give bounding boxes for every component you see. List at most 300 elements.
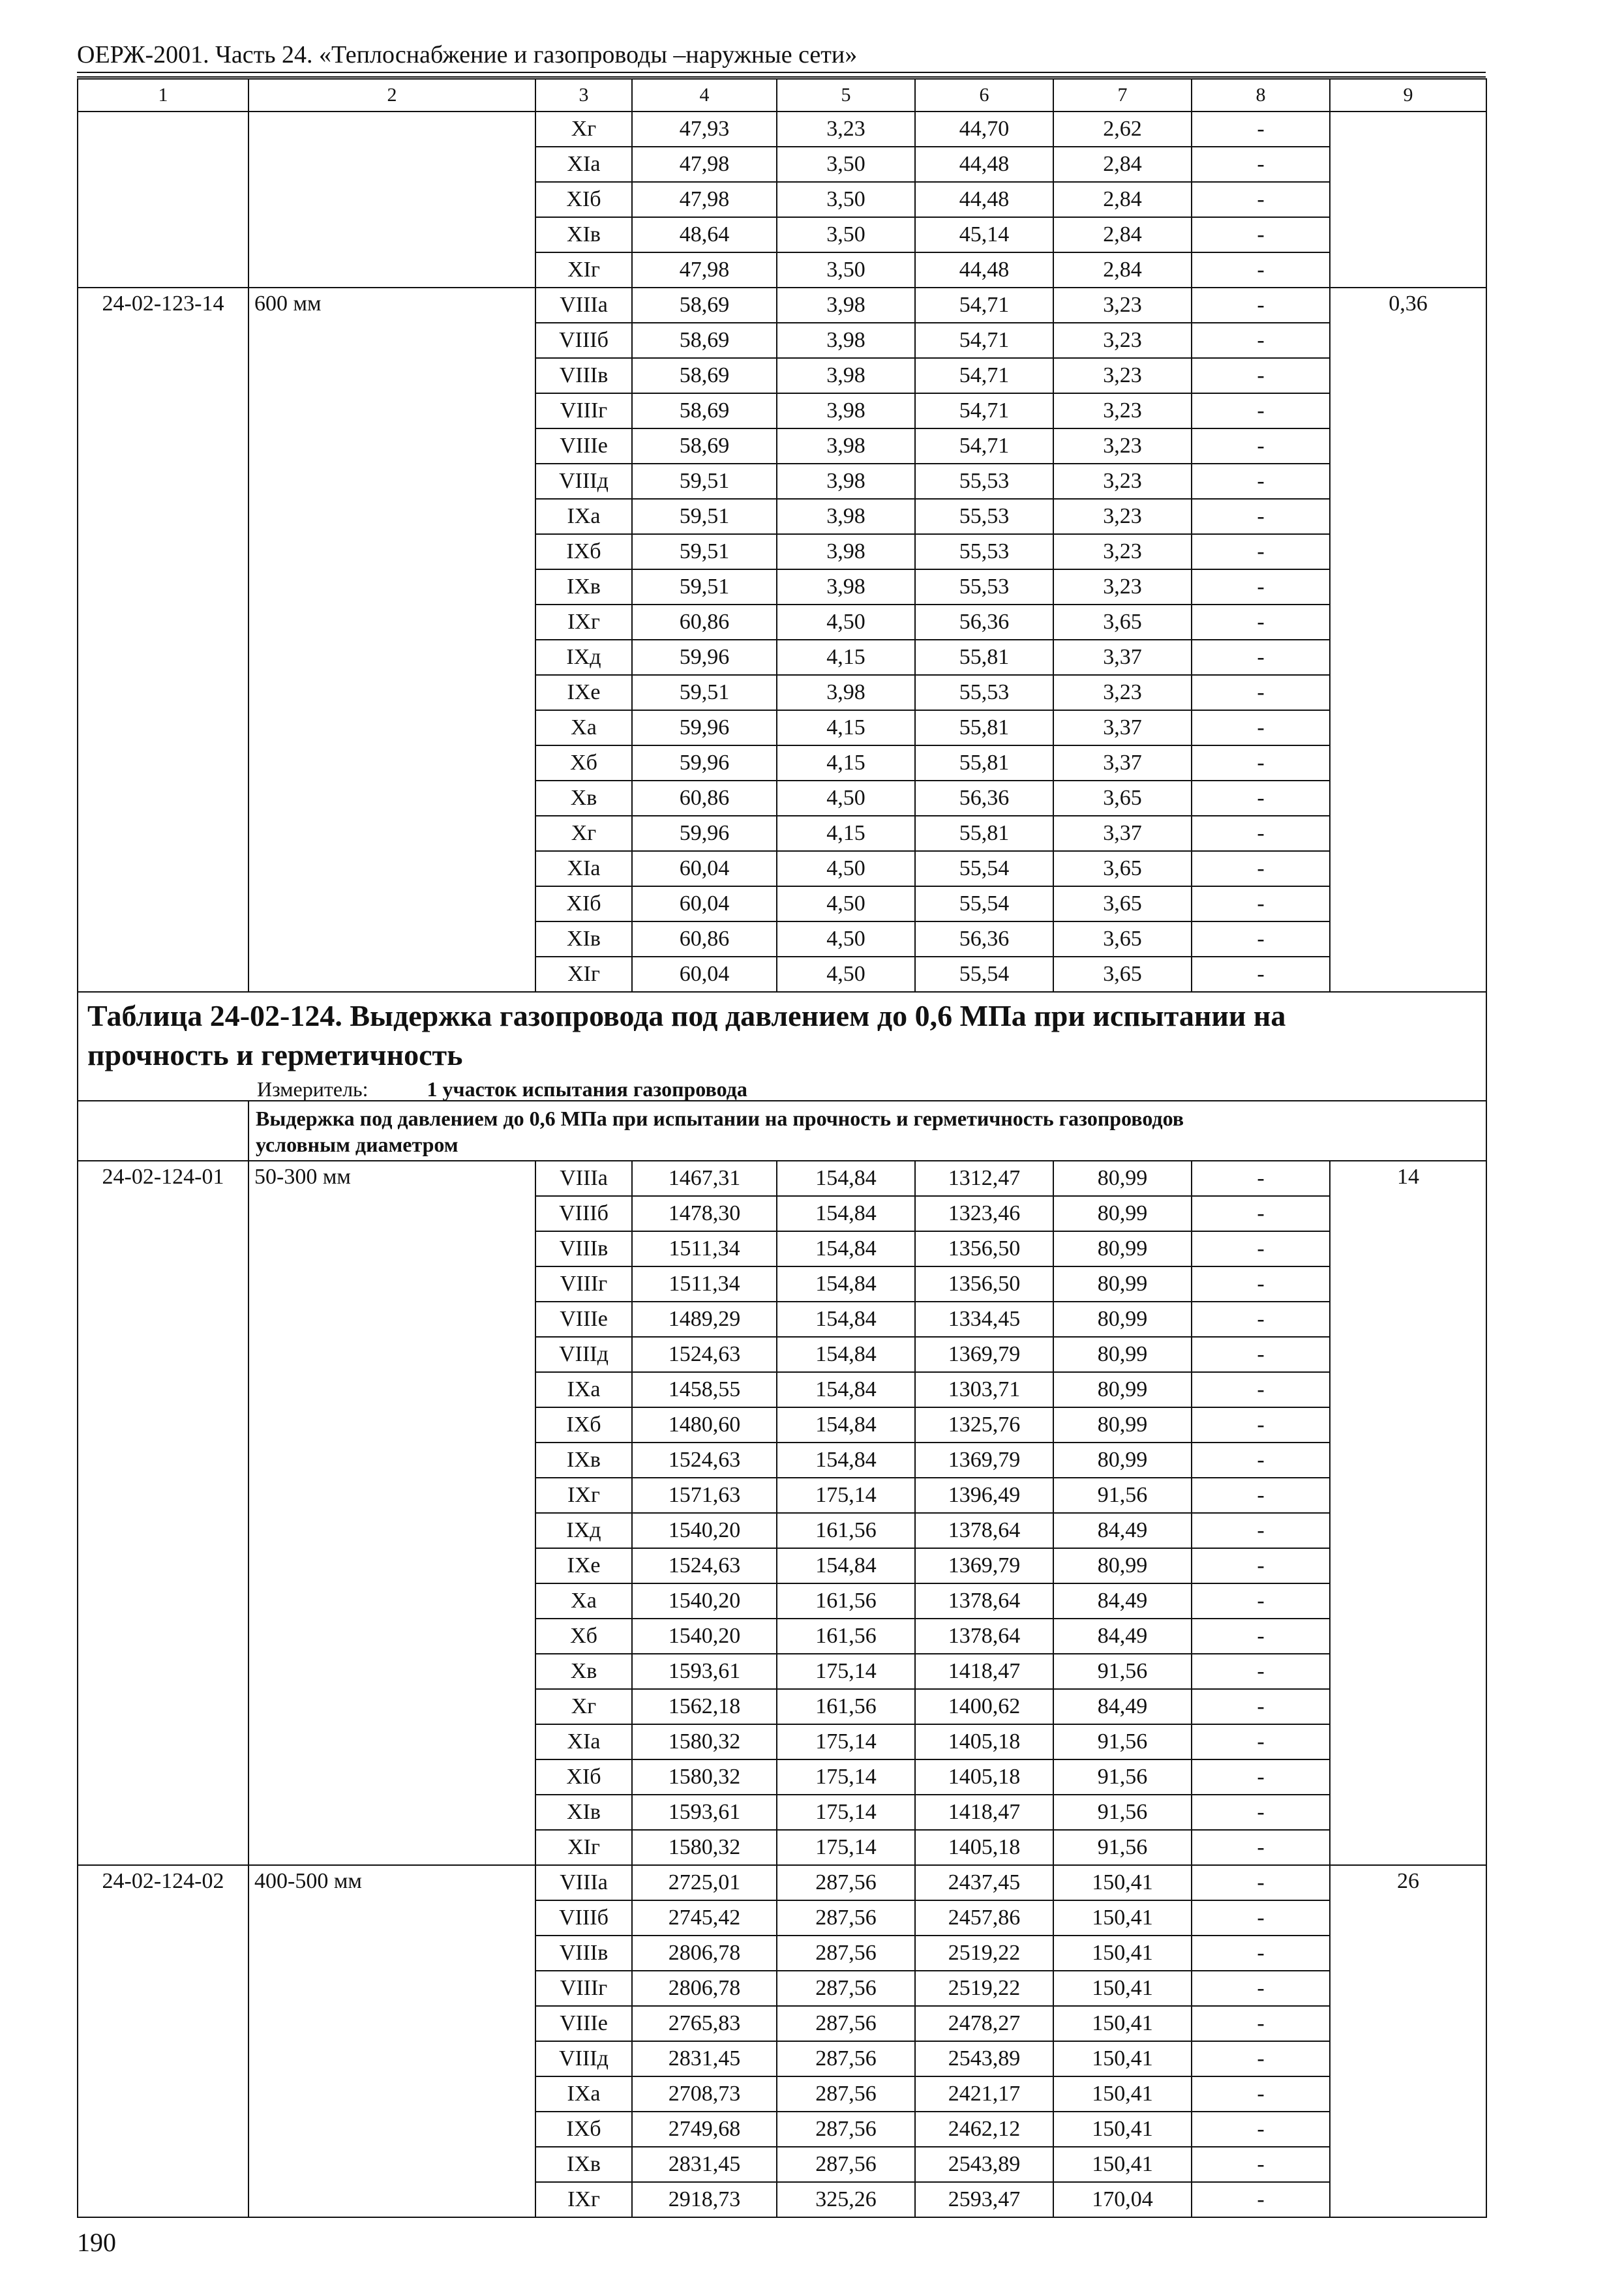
total-cost-cell: 1580,32 <box>632 1830 777 1865</box>
total-cost-cell: 2765,83 <box>632 2006 777 2041</box>
unit-cell: IXд <box>535 1513 632 1548</box>
material-cost-cell: - <box>1192 781 1330 816</box>
machine-cost-cell: 56,36 <box>915 605 1053 640</box>
wage-cost-cell: 4,15 <box>777 710 915 745</box>
material-cost-cell: - <box>1192 1795 1330 1830</box>
machinist-wage-cell: 80,99 <box>1053 1407 1192 1443</box>
machine-cost-cell: 1400,62 <box>915 1689 1053 1724</box>
page-header: ОЕРЖ-2001. Часть 24. «Теплоснабжение и газопроводы –наружные сети» <box>77 41 858 68</box>
total-cost-cell: 1580,32 <box>632 1759 777 1795</box>
machine-cost-cell: 1356,50 <box>915 1231 1053 1266</box>
machinist-wage-cell: 3,65 <box>1053 781 1192 816</box>
unit-cell: IXг <box>535 605 632 640</box>
machinist-wage-cell: 150,41 <box>1053 1971 1192 2006</box>
material-cost-cell: - <box>1192 1548 1330 1583</box>
labor-cell: 0,36 <box>1330 288 1486 992</box>
column-number: 3 <box>535 79 632 112</box>
unit-cell: VIIIб <box>535 1196 632 1231</box>
machine-cost-cell: 1334,45 <box>915 1302 1053 1337</box>
meter-label: Измеритель: <box>257 1077 368 1101</box>
total-cost-cell: 60,04 <box>632 957 777 992</box>
wage-cost-cell: 161,56 <box>777 1513 915 1548</box>
machinist-wage-cell: 150,41 <box>1053 2076 1192 2112</box>
unit-cell: VIIIб <box>535 1900 632 1936</box>
machinist-wage-cell: 2,84 <box>1053 182 1192 217</box>
machine-cost-cell: 1418,47 <box>915 1654 1053 1689</box>
total-cost-cell: 47,98 <box>632 252 777 288</box>
wage-cost-cell: 4,15 <box>777 640 915 675</box>
total-cost-cell: 60,86 <box>632 605 777 640</box>
machine-cost-cell: 2593,47 <box>915 2182 1053 2217</box>
material-cost-cell: - <box>1192 1372 1330 1407</box>
diameter-cell <box>248 112 535 288</box>
wage-cost-cell: 154,84 <box>777 1407 915 1443</box>
total-cost-cell: 48,64 <box>632 217 777 252</box>
wage-cost-cell: 3,50 <box>777 217 915 252</box>
unit-cell: VIIIг <box>535 1971 632 2006</box>
wage-cost-cell: 154,84 <box>777 1548 915 1583</box>
unit-cell: VIIIд <box>535 1337 632 1372</box>
machinist-wage-cell: 3,23 <box>1053 358 1192 393</box>
column-number: 6 <box>915 79 1053 112</box>
wage-cost-cell: 154,84 <box>777 1266 915 1302</box>
machine-cost-cell: 2437,45 <box>915 1865 1053 1900</box>
unit-cell: IXв <box>535 2147 632 2182</box>
machinist-wage-cell: 3,65 <box>1053 921 1192 957</box>
total-cost-cell: 59,96 <box>632 816 777 851</box>
column-number: 4 <box>632 79 777 112</box>
wage-cost-cell: 3,50 <box>777 252 915 288</box>
total-cost-cell: 2725,01 <box>632 1865 777 1900</box>
unit-cell: Xг <box>535 112 632 147</box>
material-cost-cell: - <box>1192 745 1330 781</box>
unit-cell: VIIIд <box>535 464 632 499</box>
total-cost-cell: 59,51 <box>632 534 777 569</box>
machine-cost-cell: 54,71 <box>915 393 1053 428</box>
total-cost-cell: 60,86 <box>632 921 777 957</box>
machinist-wage-cell: 170,04 <box>1053 2182 1192 2217</box>
material-cost-cell: - <box>1192 640 1330 675</box>
unit-cell: IXе <box>535 675 632 710</box>
wage-cost-cell: 4,50 <box>777 851 915 886</box>
machinist-wage-cell: 80,99 <box>1053 1231 1192 1266</box>
total-cost-cell: 1540,20 <box>632 1619 777 1654</box>
machine-cost-cell: 1378,64 <box>915 1513 1053 1548</box>
unit-cell: IXв <box>535 1443 632 1478</box>
total-cost-cell: 47,98 <box>632 182 777 217</box>
total-cost-cell: 2749,68 <box>632 2112 777 2147</box>
machinist-wage-cell: 150,41 <box>1053 2147 1192 2182</box>
total-cost-cell: 60,86 <box>632 781 777 816</box>
column-number: 5 <box>777 79 915 112</box>
machine-cost-cell: 56,36 <box>915 781 1053 816</box>
unit-cell: VIIIв <box>535 358 632 393</box>
machinist-wage-cell: 2,84 <box>1053 217 1192 252</box>
machine-cost-cell: 44,48 <box>915 252 1053 288</box>
total-cost-cell: 1511,34 <box>632 1231 777 1266</box>
wage-cost-cell: 4,50 <box>777 921 915 957</box>
machinist-wage-cell: 3,65 <box>1053 605 1192 640</box>
section-title-row <box>78 992 1486 1101</box>
material-cost-cell: - <box>1192 2147 1330 2182</box>
machine-cost-cell: 2478,27 <box>915 2006 1053 2041</box>
wage-cost-cell: 4,15 <box>777 816 915 851</box>
machinist-wage-cell: 3,23 <box>1053 393 1192 428</box>
material-cost-cell: - <box>1192 1971 1330 2006</box>
material-cost-cell: - <box>1192 217 1330 252</box>
material-cost-cell: - <box>1192 428 1330 464</box>
machinist-wage-cell: 3,23 <box>1053 288 1192 323</box>
table-title <box>87 996 1479 1075</box>
total-cost-cell: 1524,63 <box>632 1443 777 1478</box>
machinist-wage-cell: 3,23 <box>1053 323 1192 358</box>
total-cost-cell: 1478,30 <box>632 1196 777 1231</box>
unit-cell: XIв <box>535 921 632 957</box>
total-cost-cell: 1593,61 <box>632 1654 777 1689</box>
labor-cell: 26 <box>1330 1865 1486 2217</box>
unit-cell: XIг <box>535 957 632 992</box>
wage-cost-cell: 161,56 <box>777 1583 915 1619</box>
labor-cell <box>1330 112 1486 288</box>
total-cost-cell: 2806,78 <box>632 1936 777 1971</box>
wage-cost-cell: 3,50 <box>777 182 915 217</box>
wage-cost-cell: 154,84 <box>777 1231 915 1266</box>
machinist-wage-cell: 3,65 <box>1053 851 1192 886</box>
unit-cell: XIб <box>535 1759 632 1795</box>
total-cost-cell: 59,51 <box>632 569 777 605</box>
total-cost-cell: 1524,63 <box>632 1337 777 1372</box>
total-cost-cell: 60,04 <box>632 886 777 921</box>
machinist-wage-cell: 80,99 <box>1053 1161 1192 1196</box>
machinist-wage-cell: 3,65 <box>1053 886 1192 921</box>
material-cost-cell: - <box>1192 1231 1330 1266</box>
meter-line <box>87 1079 1479 1101</box>
total-cost-cell: 1524,63 <box>632 1548 777 1583</box>
machinist-wage-cell: 3,23 <box>1053 534 1192 569</box>
wage-cost-cell: 287,56 <box>777 2076 915 2112</box>
machine-cost-cell: 44,48 <box>915 182 1053 217</box>
machinist-wage-cell: 150,41 <box>1053 1936 1192 1971</box>
column-number-row <box>78 79 1486 112</box>
total-cost-cell: 2745,42 <box>632 1900 777 1936</box>
wage-cost-cell: 4,50 <box>777 605 915 640</box>
column-number: 1 <box>78 79 248 112</box>
table-section-header <box>78 992 1486 1101</box>
machine-cost-cell: 2519,22 <box>915 1971 1053 2006</box>
unit-cell: VIIIе <box>535 1302 632 1337</box>
unit-cell: VIIIб <box>535 323 632 358</box>
wage-cost-cell: 3,23 <box>777 112 915 147</box>
total-cost-cell: 58,69 <box>632 393 777 428</box>
machinist-wage-cell: 3,23 <box>1053 569 1192 605</box>
labor-cell: 14 <box>1330 1161 1486 1865</box>
page-number: 190 <box>77 2228 116 2257</box>
wage-cost-cell: 287,56 <box>777 2041 915 2076</box>
unit-cell: VIIIа <box>535 1865 632 1900</box>
table-title-line: Таблица 24-02-124. Выдержка газопровода под давлением до 0,6 МПа при испытании на <box>87 999 1286 1032</box>
material-cost-cell: - <box>1192 252 1330 288</box>
wage-cost-cell: 3,98 <box>777 675 915 710</box>
column-number: 2 <box>248 79 535 112</box>
material-cost-cell: - <box>1192 499 1330 534</box>
unit-cell: IXд <box>535 640 632 675</box>
material-cost-cell: - <box>1192 1337 1330 1372</box>
unit-cell: Xг <box>535 816 632 851</box>
machinist-wage-cell: 91,56 <box>1053 1478 1192 1513</box>
machinist-wage-cell: 84,49 <box>1053 1513 1192 1548</box>
table-row <box>78 288 1486 323</box>
material-cost-cell: - <box>1192 2041 1330 2076</box>
machine-cost-cell: 44,70 <box>915 112 1053 147</box>
unit-cell: IXб <box>535 2112 632 2147</box>
machine-cost-cell: 1369,79 <box>915 1443 1053 1478</box>
total-cost-cell: 58,69 <box>632 428 777 464</box>
wage-cost-cell: 4,50 <box>777 781 915 816</box>
wage-cost-cell: 287,56 <box>777 1865 915 1900</box>
total-cost-cell: 60,04 <box>632 851 777 886</box>
material-cost-cell: - <box>1192 534 1330 569</box>
total-cost-cell: 1593,61 <box>632 1795 777 1830</box>
total-cost-cell: 59,51 <box>632 675 777 710</box>
machinist-wage-cell: 150,41 <box>1053 1865 1192 1900</box>
wage-cost-cell: 175,14 <box>777 1759 915 1795</box>
machine-cost-cell: 2519,22 <box>915 1936 1053 1971</box>
unit-cell: VIIIг <box>535 1266 632 1302</box>
unit-cell: VIIIг <box>535 393 632 428</box>
unit-cell: VIIIв <box>535 1231 632 1266</box>
machine-cost-cell: 55,81 <box>915 816 1053 851</box>
machine-cost-cell: 2457,86 <box>915 1900 1053 1936</box>
diameter-cell: 50-300 мм <box>248 1161 535 1865</box>
material-cost-cell: - <box>1192 464 1330 499</box>
machine-cost-cell: 1312,47 <box>915 1161 1053 1196</box>
wage-cost-cell: 175,14 <box>777 1830 915 1865</box>
unit-cell: Xб <box>535 745 632 781</box>
machinist-wage-cell: 2,84 <box>1053 252 1192 288</box>
unit-cell: XIв <box>535 217 632 252</box>
material-cost-cell: - <box>1192 851 1330 886</box>
wage-cost-cell: 287,56 <box>777 1900 915 1936</box>
wage-cost-cell: 154,84 <box>777 1302 915 1337</box>
total-cost-cell: 1562,18 <box>632 1689 777 1724</box>
machine-cost-cell: 2543,89 <box>915 2147 1053 2182</box>
total-cost-cell: 58,69 <box>632 323 777 358</box>
unit-cell: Xг <box>535 1689 632 1724</box>
machinist-wage-cell: 3,37 <box>1053 640 1192 675</box>
wage-cost-cell: 154,84 <box>777 1196 915 1231</box>
unit-cell: Xб <box>535 1619 632 1654</box>
unit-cell: IXв <box>535 569 632 605</box>
wage-cost-cell: 175,14 <box>777 1478 915 1513</box>
wage-cost-cell: 3,98 <box>777 534 915 569</box>
subheading-row <box>78 1101 1486 1161</box>
total-cost-cell: 1480,60 <box>632 1407 777 1443</box>
machinist-wage-cell: 150,41 <box>1053 2041 1192 2076</box>
total-cost-cell: 1489,29 <box>632 1302 777 1337</box>
table-title-line: прочность и герметичность <box>87 1038 463 1071</box>
total-cost-cell: 1540,20 <box>632 1583 777 1619</box>
material-cost-cell: - <box>1192 1689 1330 1724</box>
machinist-wage-cell: 3,23 <box>1053 499 1192 534</box>
material-cost-cell: - <box>1192 569 1330 605</box>
machinist-wage-cell: 80,99 <box>1053 1266 1192 1302</box>
wage-cost-cell: 287,56 <box>777 2006 915 2041</box>
machine-cost-cell: 55,53 <box>915 675 1053 710</box>
unit-cell: XIа <box>535 147 632 182</box>
wage-cost-cell: 287,56 <box>777 1971 915 2006</box>
machinist-wage-cell: 91,56 <box>1053 1795 1192 1830</box>
unit-cell: VIIIе <box>535 428 632 464</box>
unit-cell: VIIIе <box>535 2006 632 2041</box>
unit-cell: IXе <box>535 1548 632 1583</box>
material-cost-cell: - <box>1192 1759 1330 1795</box>
diameter-cell: 600 мм <box>248 288 535 992</box>
wage-cost-cell: 325,26 <box>777 2182 915 2217</box>
material-cost-cell: - <box>1192 1407 1330 1443</box>
machine-cost-cell: 55,54 <box>915 957 1053 992</box>
unit-cell: XIа <box>535 1724 632 1759</box>
material-cost-cell: - <box>1192 1865 1330 1900</box>
machine-cost-cell: 2543,89 <box>915 2041 1053 2076</box>
material-cost-cell: - <box>1192 358 1330 393</box>
machine-cost-cell: 1303,71 <box>915 1372 1053 1407</box>
machine-cost-cell: 55,81 <box>915 640 1053 675</box>
material-cost-cell: - <box>1192 816 1330 851</box>
code-cell: 24-02-123-14 <box>78 288 248 992</box>
machine-cost-cell: 2462,12 <box>915 2112 1053 2147</box>
meter-value: 1 участок испытания газопровода <box>427 1077 747 1101</box>
machinist-wage-cell: 150,41 <box>1053 2006 1192 2041</box>
machine-cost-cell: 1378,64 <box>915 1619 1053 1654</box>
unit-cell: IXг <box>535 2182 632 2217</box>
table-body <box>78 79 1486 2217</box>
total-cost-cell: 59,96 <box>632 640 777 675</box>
wage-cost-cell: 3,98 <box>777 358 915 393</box>
material-cost-cell: - <box>1192 1900 1330 1936</box>
machinist-wage-cell: 80,99 <box>1053 1302 1192 1337</box>
machinist-wage-cell: 150,41 <box>1053 2112 1192 2147</box>
unit-cell: VIIIа <box>535 1161 632 1196</box>
unit-cell: VIIIв <box>535 1936 632 1971</box>
machine-cost-cell: 2421,17 <box>915 2076 1053 2112</box>
wage-cost-cell: 3,98 <box>777 569 915 605</box>
machinist-wage-cell: 80,99 <box>1053 1372 1192 1407</box>
table-row <box>78 112 1486 147</box>
material-cost-cell: - <box>1192 288 1330 323</box>
machine-cost-cell: 54,71 <box>915 288 1053 323</box>
unit-cell: Xв <box>535 1654 632 1689</box>
total-cost-cell: 1580,32 <box>632 1724 777 1759</box>
material-cost-cell: - <box>1192 1654 1330 1689</box>
machinist-wage-cell: 91,56 <box>1053 1724 1192 1759</box>
machinist-wage-cell: 91,56 <box>1053 1654 1192 1689</box>
machine-cost-cell: 1356,50 <box>915 1266 1053 1302</box>
total-cost-cell: 2708,73 <box>632 2076 777 2112</box>
total-cost-cell: 1571,63 <box>632 1478 777 1513</box>
unit-cell: IXа <box>535 2076 632 2112</box>
unit-cell: Xв <box>535 781 632 816</box>
subheading-line: Выдержка под давлением до 0,6 МПа при испытании на прочность и герметичность газопроводов <box>256 1107 1184 1131</box>
wage-cost-cell: 3,98 <box>777 323 915 358</box>
material-cost-cell: - <box>1192 1302 1330 1337</box>
machine-cost-cell: 1325,76 <box>915 1407 1053 1443</box>
material-cost-cell: - <box>1192 2182 1330 2217</box>
wage-cost-cell: 154,84 <box>777 1337 915 1372</box>
wage-cost-cell: 287,56 <box>777 2147 915 2182</box>
machinist-wage-cell: 3,23 <box>1053 464 1192 499</box>
machinist-wage-cell: 80,99 <box>1053 1337 1192 1372</box>
machinist-wage-cell: 91,56 <box>1053 1830 1192 1865</box>
total-cost-cell: 58,69 <box>632 288 777 323</box>
total-cost-cell: 1467,31 <box>632 1161 777 1196</box>
machine-cost-cell: 56,36 <box>915 921 1053 957</box>
material-cost-cell: - <box>1192 112 1330 147</box>
material-cost-cell: - <box>1192 1443 1330 1478</box>
wage-cost-cell: 287,56 <box>777 2112 915 2147</box>
machine-cost-cell: 44,48 <box>915 147 1053 182</box>
machine-cost-cell: 45,14 <box>915 217 1053 252</box>
column-number: 9 <box>1330 79 1486 112</box>
table-row <box>78 1161 1486 1196</box>
machine-cost-cell: 1378,64 <box>915 1583 1053 1619</box>
total-cost-cell: 1458,55 <box>632 1372 777 1407</box>
wage-cost-cell: 3,98 <box>777 393 915 428</box>
total-cost-cell: 58,69 <box>632 358 777 393</box>
machine-cost-cell: 55,81 <box>915 710 1053 745</box>
unit-cell: IXа <box>535 1372 632 1407</box>
total-cost-cell: 2806,78 <box>632 1971 777 2006</box>
wage-cost-cell: 154,84 <box>777 1372 915 1407</box>
header-rule <box>77 72 1486 73</box>
machinist-wage-cell: 3,23 <box>1053 675 1192 710</box>
table-row <box>78 1865 1486 1900</box>
material-cost-cell: - <box>1192 323 1330 358</box>
total-cost-cell: 2831,45 <box>632 2147 777 2182</box>
wage-cost-cell: 3,50 <box>777 147 915 182</box>
total-cost-cell: 59,51 <box>632 464 777 499</box>
material-cost-cell: - <box>1192 2006 1330 2041</box>
wage-cost-cell: 3,98 <box>777 499 915 534</box>
material-cost-cell: - <box>1192 2076 1330 2112</box>
machinist-wage-cell: 3,23 <box>1053 428 1192 464</box>
wage-cost-cell: 175,14 <box>777 1795 915 1830</box>
code-cell: 24-02-124-02 <box>78 1865 248 2217</box>
material-cost-cell: - <box>1192 710 1330 745</box>
wage-cost-cell: 3,98 <box>777 464 915 499</box>
subheading <box>248 1101 1486 1161</box>
machinist-wage-cell: 84,49 <box>1053 1619 1192 1654</box>
material-cost-cell: - <box>1192 1936 1330 1971</box>
unit-cell: XIа <box>535 851 632 886</box>
machine-cost-cell: 1405,18 <box>915 1830 1053 1865</box>
machine-cost-cell: 1405,18 <box>915 1724 1053 1759</box>
total-cost-cell: 59,96 <box>632 710 777 745</box>
total-cost-cell: 2918,73 <box>632 2182 777 2217</box>
machinist-wage-cell: 2,84 <box>1053 147 1192 182</box>
machinist-wage-cell: 3,37 <box>1053 745 1192 781</box>
total-cost-cell: 59,51 <box>632 499 777 534</box>
machinist-wage-cell: 2,62 <box>1053 112 1192 147</box>
total-cost-cell: 2831,45 <box>632 2041 777 2076</box>
material-cost-cell: - <box>1192 1583 1330 1619</box>
material-cost-cell: - <box>1192 921 1330 957</box>
wage-cost-cell: 154,84 <box>777 1161 915 1196</box>
machinist-wage-cell: 84,49 <box>1053 1689 1192 1724</box>
material-cost-cell: - <box>1192 1724 1330 1759</box>
unit-cell: XIг <box>535 252 632 288</box>
wage-cost-cell: 154,84 <box>777 1443 915 1478</box>
machinist-wage-cell: 3,65 <box>1053 957 1192 992</box>
